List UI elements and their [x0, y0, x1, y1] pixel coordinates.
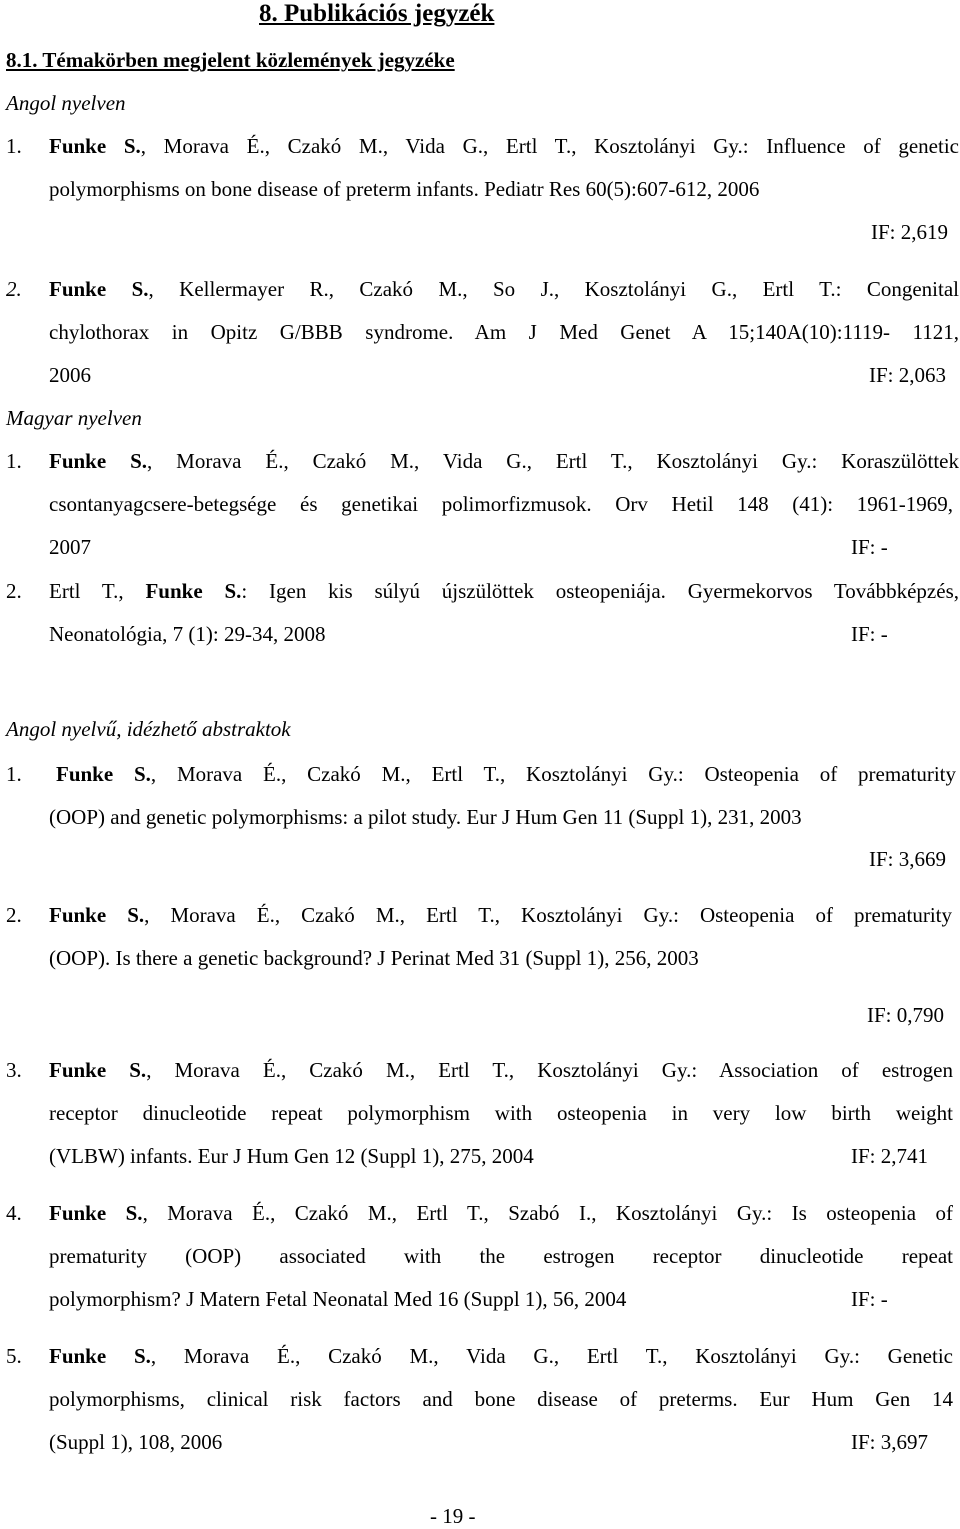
pub-line: [56, 762, 956, 787]
pub-text: , Morava É., Czakó M., Vida G., Ertl T., Kosztolányi Gy.: Genetic: [150, 1344, 953, 1368]
pub-line: 2006: [49, 363, 91, 387]
impact-factor: IF: -: [851, 535, 888, 559]
pub-line: (OOP). Is there a genetic background? J Perinat Med 31 (Suppl 1), 256, 2003: [49, 946, 699, 970]
pub-line: Neonatológia, 7 (1): 29-34, 2008: [49, 622, 326, 646]
pub-number: 2.: [6, 579, 22, 603]
pub-line: polymorphism? J Matern Fetal Neonatal Med 16 (Suppl 1), 56, 2004: [49, 1287, 627, 1311]
pub-number: 3.: [6, 1058, 22, 1082]
pub-line: [49, 1201, 953, 1226]
section-title: 8.1. Témakörben megjelent közlemények jegyzéke: [6, 48, 455, 72]
pub-author: Funke S.: [49, 449, 148, 473]
pub-number: 5.: [6, 1344, 22, 1368]
impact-factor: IF: -: [851, 1287, 888, 1311]
pub-text: , Morava É., Czakó M., Vida G., Ertl T., Kosztolányi Gy.: Influence of genetic: [140, 134, 959, 158]
section-english-heading: Angol nyelven: [6, 91, 126, 115]
pub-line: (VLBW) infants. Eur J Hum Gen 12 (Suppl 1), 275, 2004: [49, 1144, 534, 1168]
pub-line: receptor dinucleotide repeat polymorphism with osteopenia in very low birth weight: [49, 1101, 953, 1125]
pub-line: [49, 449, 959, 474]
pub-author: Funke S.: [145, 579, 242, 603]
pub-line: [49, 1058, 953, 1083]
pub-number: 1.: [6, 134, 22, 158]
pub-author: Funke S.: [49, 1201, 143, 1225]
pub-number: 1.: [6, 449, 22, 473]
pub-line: csontanyagcsere-betegsége és genetikai polimorfizmusok. Orv Hetil 148 (41): 1961-1969,: [49, 492, 953, 516]
impact-factor: IF: 2,063: [868, 363, 946, 387]
pub-line: [49, 1344, 953, 1369]
impact-factor: IF: 2,619: [870, 220, 948, 244]
pub-text: , Morava É., Czakó M., Vida G., Ertl T., Kosztolányi Gy.: Koraszülöttek: [147, 449, 959, 473]
pub-author: Funke S.: [49, 1344, 151, 1368]
pub-author: Funke S.: [49, 277, 149, 301]
pub-line: [49, 134, 959, 159]
pub-text: , Morava É., Czakó M., Ertl T., Kosztolányi Gy.: Association of estrogen: [146, 1058, 953, 1082]
pub-line: chylothorax in Opitz G/BBB syndrome. Am J Med Genet A 15;140A(10):1119- 1121,: [49, 320, 959, 344]
pub-number: 2.: [6, 277, 22, 301]
section-hungarian-heading: Magyar nyelven: [6, 406, 142, 430]
impact-factor: IF: 3,697: [851, 1430, 929, 1454]
pub-number: 4.: [6, 1201, 22, 1225]
pub-line: [49, 277, 959, 302]
pub-line: polymorphisms, clinical risk factors and bone disease of preterms. Eur Hum Gen 14: [49, 1387, 953, 1411]
impact-factor: IF: 0,790: [866, 1003, 944, 1027]
chapter-title: 8. Publikációs jegyzék: [259, 0, 495, 27]
pub-coauthor: Ertl T.,: [49, 579, 146, 603]
pub-line: (Suppl 1), 108, 2006: [49, 1430, 223, 1454]
pub-line: (OOP) and genetic polymorphisms: a pilot study. Eur J Hum Gen 11 (Suppl 1), 231, 2003: [49, 805, 802, 829]
page-number: - 19 -: [430, 1504, 476, 1528]
pub-author: Funke S.: [56, 762, 151, 786]
pub-text: , Kellermayer R., Czakó M., So J., Kosztolányi G., Ertl T.: Congenital: [148, 277, 959, 301]
pub-line: 2007: [49, 535, 91, 559]
pub-text: , Morava É., Czakó M., Ertl T., Kosztolányi Gy.: Osteopenia of prematurity: [150, 762, 956, 786]
pub-number: 1.: [6, 762, 22, 786]
impact-factor: IF: 2,741: [851, 1144, 929, 1168]
pub-line: polymorphisms on bone disease of preterm infants. Pediatr Res 60(5):607-612, 2006: [49, 177, 760, 201]
pub-line: [49, 903, 952, 928]
impact-factor: IF: -: [851, 622, 888, 646]
pub-author: Funke S.: [49, 1058, 147, 1082]
pub-author: Funke S.: [49, 903, 145, 927]
section-abstracts-heading: Angol nyelvű, idézhető abstraktok: [6, 717, 291, 741]
pub-text: , Morava É., Czakó M., Ertl T., Kosztolányi Gy.: Osteopenia of prematurity: [144, 903, 952, 927]
pub-line: [49, 579, 959, 604]
impact-factor: IF: 3,669: [868, 847, 946, 871]
pub-line: prematurity (OOP) associated with the estrogen receptor dinucleotide repeat: [49, 1244, 953, 1268]
pub-number: 2.: [6, 903, 22, 927]
pub-author: Funke S.: [49, 134, 141, 158]
pub-text: : Igen kis súlyú újszülöttek osteopeniája. Gyermekorvos Továbbképzés,: [241, 579, 959, 603]
pub-text: , Morava É., Czakó M., Ertl T., Szabó I., Kosztolányi Gy.: Is osteopenia of: [142, 1201, 953, 1225]
